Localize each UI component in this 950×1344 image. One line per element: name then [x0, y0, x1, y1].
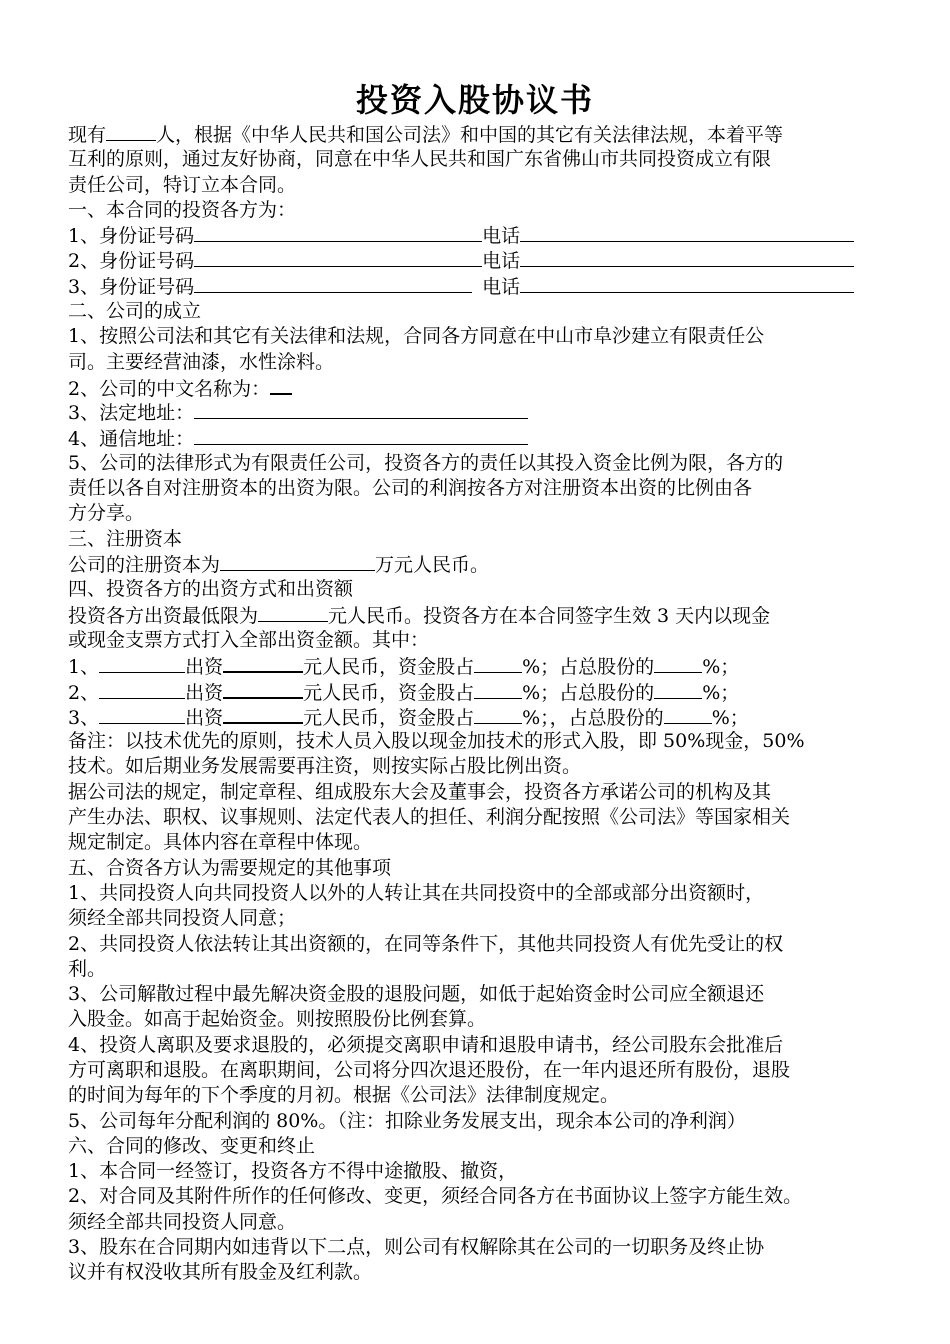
section-heading-5: 五、合资各方认为需要规定的其他事项 [68, 856, 392, 879]
company-name-blank [270, 375, 292, 395]
total-share-blank [664, 705, 712, 724]
clause-text: 责任以各自对注册资本的出资为限。公司的利润按各方对注册资本出资的比例由各 [68, 477, 753, 500]
party-line-1: 1、身份证号码 电话 [68, 223, 882, 248]
document-title: 投资入股协议书 [355, 81, 594, 119]
preamble-line-3: 责任公司，特订立本合同。 [68, 173, 297, 196]
blank-field [106, 122, 156, 141]
clause-text: 或现金支票方式打入全部出资金额。其中： [68, 628, 430, 651]
legal-address-blank [194, 400, 528, 419]
clause-text: 入股金。如高于起始资金。则按照股份比例套算。 [68, 1008, 487, 1031]
amount-blank [223, 653, 303, 673]
clause-text: 5、公司每年分配利润的 80%。（注：扣除业务发展支出，现余本公司的净利润） [68, 1109, 746, 1132]
preamble-line-1: 现有 人，根据《中华人民共和国公司法》和中国的其它有关法律法规，本着平等 [68, 124, 784, 146]
clause-text: 方分享。 [68, 502, 145, 525]
capital-share-blank [474, 654, 522, 673]
id-number-blank [194, 248, 482, 267]
clause-text: 2、对合同及其附件所作的任何修改、变更，须经合同各方在书面协议上签字方能生效。 [68, 1185, 803, 1208]
mailing-address-line: 4、通信地址： [68, 426, 882, 451]
clause-text: 司。主要经营油漆，水性涂料。 [68, 350, 335, 373]
investor-name-blank [99, 654, 185, 673]
id-number-blank [194, 223, 482, 242]
phone-blank [520, 274, 854, 293]
clause-text: 2、共同投资人依法转让其出资额的，在同等条件下，其他共同投资人有优先受让的权 [68, 932, 784, 955]
clause-text: 3、公司解散过程中最先解决资金股的退股问题，如低于起始资金时公司应全额退还 [68, 983, 765, 1006]
section-heading-3: 三、注册资本 [68, 527, 183, 550]
clause-text: 方可离职和退股。在离职期间，公司将分四次退还股份，在一年内退还所有股份，退股 [68, 1058, 791, 1081]
clause-text: 3、股东在合同期内如违背以下二点，则公司有权解除其在公司的一切职务及终止协 [68, 1236, 765, 1259]
mailing-address-blank [194, 426, 528, 445]
capital-blank [220, 552, 375, 571]
total-share-blank [654, 680, 702, 699]
section-heading-6: 六、合同的修改、变更和终止 [68, 1134, 316, 1157]
clause-text: 须经全部共同投资人同意； [68, 907, 297, 930]
remark-line: 备注：以技术优先的原则，技术人员入股以现金加技术的形式入股，即 50%现金，50% [68, 730, 805, 753]
phone-blank [520, 248, 854, 267]
section-heading-2: 二、公司的成立 [68, 300, 202, 323]
clause-text: 1、共同投资人向共同投资人以外的人转让其在共同投资中的全部或部分出资额时， [68, 881, 765, 904]
capital-share-blank [474, 680, 522, 699]
id-number-blank [194, 274, 472, 293]
clause-text: 利。 [68, 957, 107, 980]
clause-text: 5、公司的法律形式为有限责任公司，投资各方的责任以其投入资金比例为限，各方的 [68, 451, 784, 474]
clause-text: 议并有权没收其所有股金及红利款。 [68, 1261, 373, 1284]
clause-text: 须经全部共同投资人同意。 [68, 1210, 297, 1233]
amount-blank [223, 704, 303, 724]
clause-text: 1、本合同一经签订，投资各方不得中途撤股、撤资， [68, 1160, 518, 1183]
clause-text: 4、投资人离职及要求退股的，必须提交离职申请和退股申请书，经公司股东会批准后 [68, 1033, 784, 1056]
preamble-line-2: 互利的原则，通过友好协商，同意在中华人民共和国广东省佛山市共同投资成立有限 [68, 148, 772, 171]
company-name-line: 2、公司的中文名称为： [68, 375, 882, 400]
clause-text: 产生办法、职权、议事规则、法定代表人的担任、利润分配按照《公司法》等国家相关 [68, 806, 791, 829]
clause-text: 据公司法的规定，制定章程、组成股东大会及董事会，投资各方承诺公司的机构及其 [68, 780, 772, 803]
contribution-row-3: 3、 出资 元人民币，资金股占 %；，占总股份的 %； [68, 704, 882, 729]
phone-blank [520, 223, 854, 242]
investor-name-blank [99, 680, 185, 699]
section-heading-1: 一、本合同的投资各方为： [68, 198, 297, 221]
remark-line: 技术。如后期业务发展需要再注资，则按实际占股比例出资。 [68, 755, 582, 778]
investor-name-blank [99, 705, 185, 724]
clause-text: 1、按照公司法和其它有关法律和法规，合同各方同意在中山市阜沙建立有限责任公 [68, 325, 765, 348]
contribution-row-2: 2、 出资 元人民币，资金股占 %；占总股份的 %； [68, 679, 882, 704]
clause-text: 规定制定。具体内容在章程中体现。 [68, 831, 373, 854]
clause-text: 的时间为每年的下个季度的月初。根据《公司法》法律制度规定。 [68, 1084, 620, 1107]
section-heading-4: 四、投资各方的出资方式和出资额 [68, 578, 354, 601]
legal-address-line: 3、法定地址： [68, 400, 882, 425]
minimum-investment-line: 投资各方出资最低限为 元人民币。投资各方在本合同签字生效 3 天内以现金 [68, 604, 771, 627]
amount-blank [223, 679, 303, 699]
party-line-2: 2、身份证号码 电话 [68, 248, 882, 273]
capital-share-blank [474, 705, 522, 724]
contribution-row-1: 1、 出资 元人民币，资金股占 %；占总股份的 %； [68, 653, 882, 678]
total-share-blank [654, 654, 702, 673]
document-body [68, 122, 882, 1286]
minimum-amount-blank [258, 603, 328, 622]
registered-capital-line: 公司的注册资本为 万元人民币。 [68, 554, 490, 577]
party-line-3: 3、身份证号码 电话 [68, 274, 882, 299]
